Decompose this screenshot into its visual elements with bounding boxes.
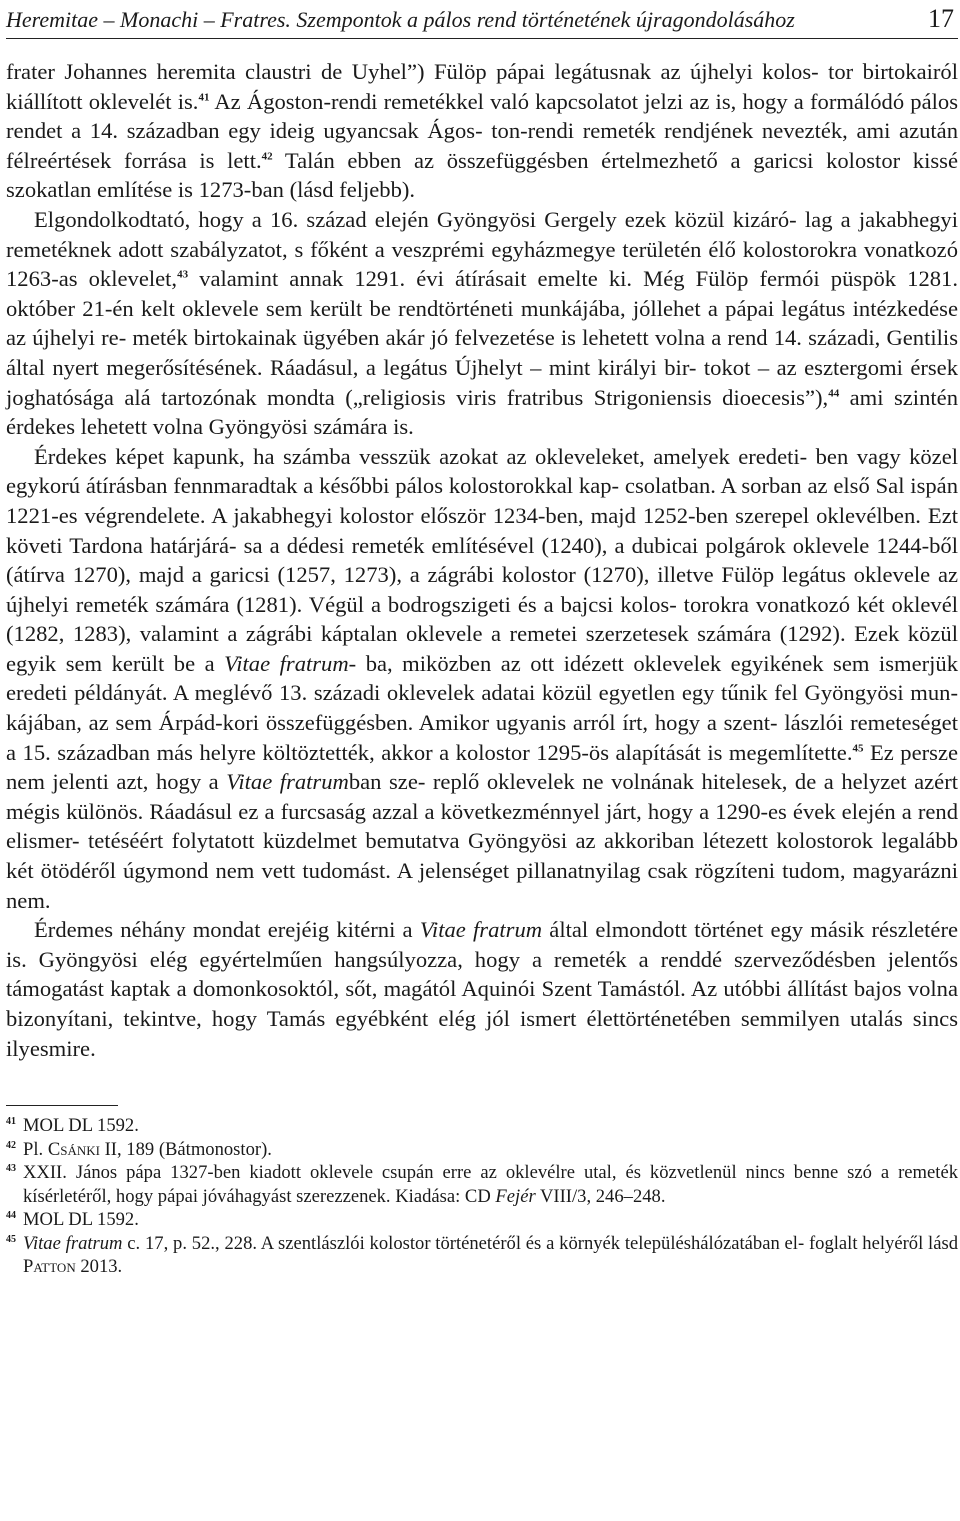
italic-title: Vitae fratrum [226,769,349,795]
footnote-ref-42[interactable]: 42 [261,150,273,163]
text-run: Az Ágoston-rendi remetékkel való kapcsolatot jelzi az is, hogy a formálódó pálos rendet a 14. században egy ideig ugyancsak Ágos- ton-rendi remeték rendjének nevezték, ami azután félreértések forrása is lett. [6,88,958,173]
footnote-divider [6,1105,118,1106]
page-number: 17 [928,4,954,33]
paragraph-4 [6,915,958,1063]
text-run: VIII/3, 246–248. [535,1185,666,1207]
text-run: Elgondolkodtató, hogy a 16. század elején Gyöngyösi Gergely ezek közül kizáró- lag a jakabhegyi remetéknek adott szabályzatot, s főként a veszprémi egyházmegye területén élő kolostorokra vonatkozó 1263-as oklevelet, [6,206,958,292]
footnotes [6,1114,958,1279]
italic-title: Vitae fratrum [419,917,543,943]
running-title: Heremitae – Monachi – Fratres. Szempontok a pálos rend történetének újragondolásához [6,7,795,32]
running-head [6,0,958,39]
italic-title: Vitae fratrum- [224,650,357,676]
text-run: ami szintén érdekes lehetett volna Gyöngyösi számára is. [6,384,958,440]
text-run: II, 189 (Bátmonostor). [99,1138,272,1160]
text-run: valamint annak 1291. évi átírásait emelte ki. Még Fülöp fermói püspök 1281. október 21-én kelt oklevele sem került be rendtörténeti munkájába, jóllehet a pápai legátus intézkedése az újhelyi re- meték birtokainak ügyében akár jó felvezetése is lehetett volna a rend 14. századi, Gentilis által nyert megerősítésének. Ráadásul, a legátus Újhelyt – mint királyi bir- tokot – az esztergomi érsek joghatósága alá tartozónak mondta („religiosis viris fratribus Strigoniensis dioecesis”), [6,266,958,410]
author-name: Csánki [47,1138,100,1160]
text-run: 2013. [75,1256,123,1278]
footnote-41 [6,1114,958,1138]
footnote-ref-44[interactable]: 44 [828,387,840,399]
footnote-text [23,1138,958,1162]
text-run: Érdekes képet kapunk, ha számba vesszük azokat az okleveleket, amelyek eredeti- ben vagy közel egykorú átírásban fennmaradtak a későbbi pálos kolostorokkal kap- csolatban. A sorban az első Sal ispán 1221-es végrendelete. A jakabhegyi kolostor először 1234-ben, majd 1252-ben szerepel oklevélben. Ezt követi Tardona határjárá- sa a dédesi remeték említésével (1240), a dubicai polgárok oklevele 1244-ből (átírva 1270), majd a garicsi (1257, 1273), a zágrábi kolostor (1270), illetve Fülöp legátus oklevele az újhelyi remeték számára (1281). Végül a bodrogszigeti és a bajcsi kolos- torokra vonatkozó két oklevél (1282, 1283), valamint a zágrábi káptalan oklevele a remetei szerzetesek számára (1292). Ezek közül egyik sem került be a [6,443,958,676]
footnote-44 [6,1208,958,1232]
italic-title: Fejér [495,1185,536,1207]
italic-title: Vitae fratrum [23,1232,123,1254]
footnote-number: 45 [6,1233,16,1245]
footnote-text: MOL DL 1592. [23,1115,139,1137]
body-text [6,57,958,1063]
footnote-text [23,1232,958,1279]
footnote-number: 41 [6,1116,16,1128]
footnote-text [23,1161,958,1208]
paragraph-2 [6,205,958,442]
text-run: Talán ebben az összefüggésben értelmezhető a garicsi kolostor kissé szokatlan említése is 1273-ban (lásd feljebb). [6,147,958,203]
paragraph-1 [6,57,958,205]
footnote-number: 44 [6,1210,16,1222]
text-run: ba, miközben az ott idézett oklevelek egyikének sem ismerjük eredeti példányát. A meglévő 13. századi oklevelek adatai közül egyetlen egy tűnik fel Gyöngyösi mun- kájában, az sem Árpád-kori összefüggésben. Amikor ugyanis arról írt, hogy a szent- lászlói remeteséget a 15. században más helyre költöztették, akkor a kolostor 1295-ös alapítását is megemlítette. [6,650,958,765]
text-run: ban sze- replő oklevelek ne volnának hitelesek, de a helyzet azért mégis különös. Ráadásul ez a furcsaság azzal a következménnyel járt, hogy a 1290-es évek elején a rend elismer- tetéséért folytatott küzdelmet bemutatva Gyöngyösi az akkoriban létezett kolostorok legalább két ötödéről úgymond nem vett tudomást. A jelenséget pillanatnyilag csak rögzíteni tudom, magyarázni nem. [6,769,959,913]
text-run: frater Johannes heremita claustri de Uyhel”) Fülöp pápai legátusnak az újhelyi kolos- tor birtokairól kiállított oklevelét is. [6,59,958,114]
footnote-42 [6,1138,958,1162]
text-run: XXII. János pápa 1327-ben kiadott oklevele csupán erre az oklevélre utal, és közvetlenül nincs benne szó a remeték kísérletéről, hogy pápai jóváhagyást szerezzenek. Kiadása: CD [23,1162,958,1207]
text-run: Ez persze nem jelenti azt, hogy a [6,739,958,795]
text-run: által elmondott történet egy másik részletére is. Gyöngyösi elég egyértelműen hangsúlyozza, hogy a remeték a renddé szerveződésben jelentős támogatást kaptak a domonkosoktól, sőt, magától Aquinói Szent Tamástól. Az utóbbi állítást bajos volna bizonyítani, tekintve, hogy Tamás egyébként elég jól ismert élettörténetében semmilyen utalás sincs ilyesmire. [6,917,958,1061]
footnote-text: MOL DL 1592. [23,1209,139,1231]
paragraph-3 [6,442,958,916]
footnote-45 [6,1232,958,1279]
document-page [6,0,958,1279]
footnote-number: 42 [6,1139,16,1151]
footnote-ref-43[interactable]: 43 [177,268,189,281]
text-run: c. 17, p. 52., 228. A szentlászlói kolostor történetéről és a környék településhálózatában el- foglalt helyéről lásd [122,1232,958,1254]
footnote-ref-45[interactable]: 45 [852,742,864,755]
text-run: Pl. [23,1138,48,1160]
footnote-ref-41[interactable]: 41 [198,91,210,104]
author-name: Patton [23,1256,76,1278]
footnote-number: 43 [6,1163,16,1175]
footnote-43 [6,1161,958,1208]
text-run: Érdemes néhány mondat erejéig kitérni a [34,917,420,943]
